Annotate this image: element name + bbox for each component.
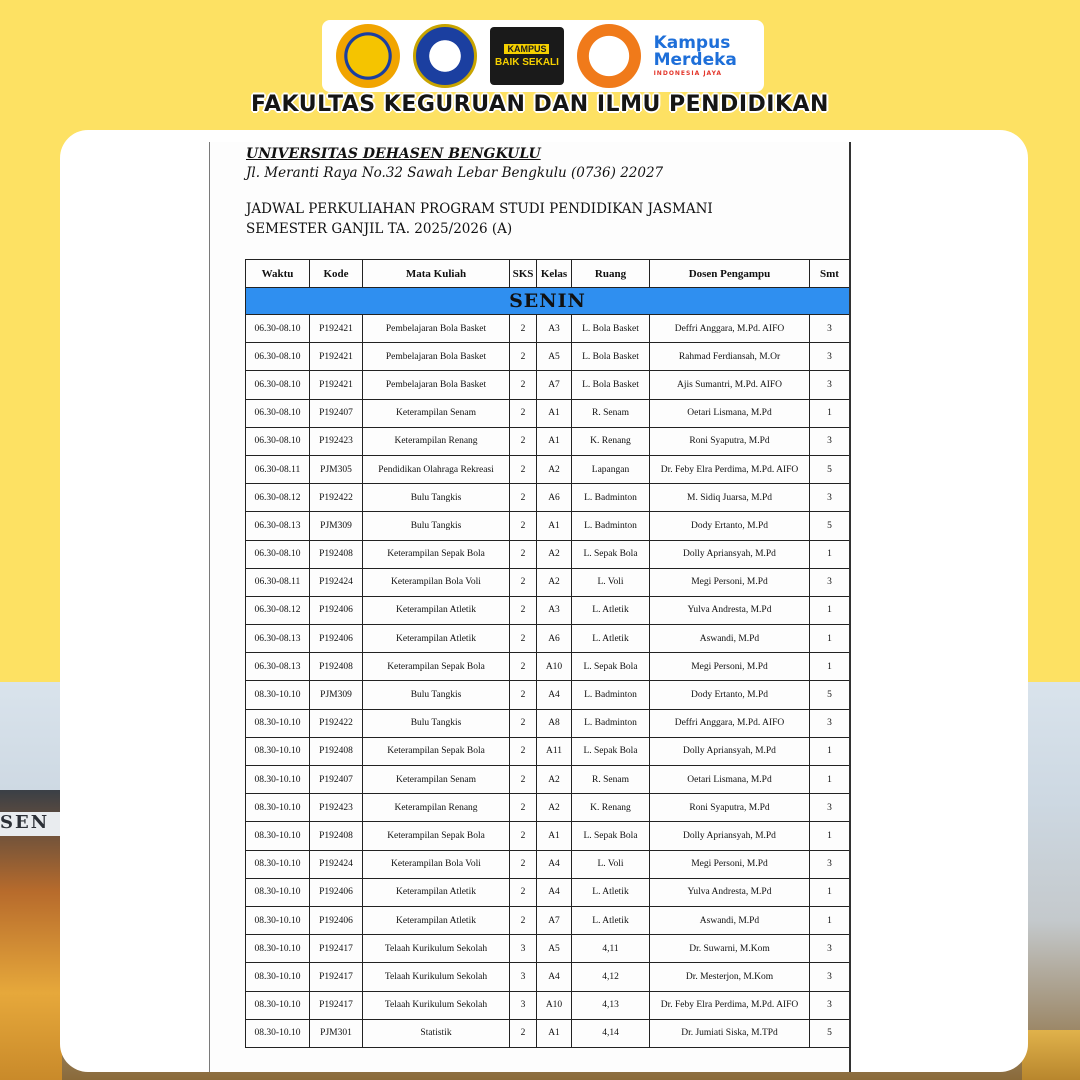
- lecturer-cell: Dr. Feby Elra Perdima, M.Pd. AIFO: [650, 455, 810, 483]
- course-cell: Keterampilan Senam: [363, 399, 510, 427]
- code-cell: P192423: [310, 427, 363, 455]
- table-header-row: [246, 260, 850, 288]
- course-cell: Telaah Kurikulum Sekolah: [363, 963, 510, 991]
- class-cell: A4: [537, 963, 572, 991]
- time-cell: 06.30-08.13: [246, 653, 310, 681]
- room-cell: L. Badminton: [572, 681, 650, 709]
- sks-cell: 2: [510, 512, 537, 540]
- class-cell: A1: [537, 399, 572, 427]
- table-row: [246, 371, 850, 399]
- table-row: [246, 709, 850, 737]
- table-row: [246, 596, 850, 624]
- sks-cell: 2: [510, 455, 537, 483]
- code-cell: P192424: [310, 568, 363, 596]
- table-row: [246, 512, 850, 540]
- time-cell: 06.30-08.10: [246, 399, 310, 427]
- room-cell: L. Atletik: [572, 625, 650, 653]
- background-building-right: [1022, 1030, 1080, 1080]
- faculty-title: FAKULTAS KEGURUAN DAN ILMU PENDIDIKAN: [251, 92, 829, 117]
- code-cell: P192417: [310, 963, 363, 991]
- course-cell: Telaah Kurikulum Sekolah: [363, 935, 510, 963]
- code-cell: PJM301: [310, 1019, 363, 1047]
- time-cell: 08.30-10.10: [246, 991, 310, 1019]
- table-row: [246, 681, 850, 709]
- time-cell: 06.30-08.10: [246, 343, 310, 371]
- code-cell: P192423: [310, 794, 363, 822]
- lecturer-cell: Megi Personi, M.Pd: [650, 568, 810, 596]
- time-cell: 06.30-08.11: [246, 568, 310, 596]
- university-name: UNIVERSITAS DEHASEN BENGKULU: [246, 146, 541, 162]
- lecturer-cell: Dr. Jumiati Siska, M.TPd: [650, 1019, 810, 1047]
- time-cell: 08.30-10.10: [246, 878, 310, 906]
- lecturer-cell: Ajis Sumantri, M.Pd. AIFO: [650, 371, 810, 399]
- class-cell: A4: [537, 878, 572, 906]
- column-header: Ruang: [572, 260, 650, 288]
- room-cell: 4,14: [572, 1019, 650, 1047]
- schedule-document: [209, 142, 851, 1072]
- sks-cell: 2: [510, 766, 537, 794]
- column-header: Mata Kuliah: [363, 260, 510, 288]
- time-cell: 08.30-10.10: [246, 850, 310, 878]
- lecturer-cell: Megi Personi, M.Pd: [650, 850, 810, 878]
- university-address: Jl. Meranti Raya No.32 Sawah Lebar Bengkulu (0736) 22027: [246, 165, 664, 181]
- table-row: [246, 427, 850, 455]
- code-cell: P192408: [310, 540, 363, 568]
- semester-cell: 3: [810, 991, 850, 1019]
- column-header: Waktu: [246, 260, 310, 288]
- table-row: [246, 822, 850, 850]
- sks-cell: 2: [510, 315, 537, 343]
- course-cell: Keterampilan Renang: [363, 427, 510, 455]
- code-cell: P192406: [310, 625, 363, 653]
- time-cell: 08.30-10.10: [246, 963, 310, 991]
- course-cell: Keterampilan Sepak Bola: [363, 737, 510, 765]
- table-row: [246, 935, 850, 963]
- room-cell: L. Sepak Bola: [572, 653, 650, 681]
- table-row: [246, 737, 850, 765]
- sks-cell: 2: [510, 540, 537, 568]
- lecturer-cell: Yulva Andresta, M.Pd: [650, 596, 810, 624]
- code-cell: P192406: [310, 596, 363, 624]
- table-row: [246, 540, 850, 568]
- lecturer-cell: Deffri Anggara, M.Pd. AIFO: [650, 315, 810, 343]
- sks-cell: 2: [510, 822, 537, 850]
- semester-cell: 3: [810, 427, 850, 455]
- time-cell: 06.30-08.11: [246, 455, 310, 483]
- lecturer-cell: Oetari Lismana, M.Pd: [650, 399, 810, 427]
- semester-cell: 1: [810, 596, 850, 624]
- semester-cell: 1: [810, 737, 850, 765]
- semester-cell: 1: [810, 625, 850, 653]
- code-cell: PJM309: [310, 512, 363, 540]
- course-cell: Pendidikan Olahraga Rekreasi: [363, 455, 510, 483]
- course-cell: Keterampilan Sepak Bola: [363, 653, 510, 681]
- table-row: [246, 653, 850, 681]
- semester-cell: 1: [810, 540, 850, 568]
- lecturer-cell: Dody Ertanto, M.Pd: [650, 681, 810, 709]
- lecturer-cell: Dolly Apriansyah, M.Pd: [650, 540, 810, 568]
- semester-cell: 3: [810, 568, 850, 596]
- semester-cell: 5: [810, 512, 850, 540]
- room-cell: R. Senam: [572, 766, 650, 794]
- university-seal-logo: [336, 24, 400, 88]
- room-cell: L. Atletik: [572, 596, 650, 624]
- sks-cell: 2: [510, 1019, 537, 1047]
- table-row: [246, 484, 850, 512]
- table-row: [246, 794, 850, 822]
- lecturer-cell: Aswandi, M.Pd: [650, 906, 810, 934]
- sks-cell: 2: [510, 371, 537, 399]
- sks-cell: 3: [510, 963, 537, 991]
- sks-cell: 2: [510, 568, 537, 596]
- background-building-sign: SEN: [0, 812, 60, 836]
- sks-cell: 2: [510, 343, 537, 371]
- day-label: SENIN: [246, 288, 850, 315]
- code-cell: PJM305: [310, 455, 363, 483]
- time-cell: 08.30-10.10: [246, 681, 310, 709]
- code-cell: P192417: [310, 935, 363, 963]
- semester-cell: 3: [810, 484, 850, 512]
- room-cell: L. Voli: [572, 850, 650, 878]
- course-cell: Keterampilan Bola Voli: [363, 568, 510, 596]
- time-cell: 08.30-10.10: [246, 1019, 310, 1047]
- badge-line-2: BAIK SEKALI: [495, 57, 559, 68]
- accreditation-badge-logo: [490, 27, 564, 85]
- semester-cell: 5: [810, 1019, 850, 1047]
- lecturer-cell: Dolly Apriansyah, M.Pd: [650, 737, 810, 765]
- schedule-table: [245, 259, 850, 1048]
- lecturer-cell: M. Sidiq Juarsa, M.Pd: [650, 484, 810, 512]
- course-cell: Keterampilan Atletik: [363, 878, 510, 906]
- code-cell: P192417: [310, 991, 363, 1019]
- column-header: Smt: [810, 260, 850, 288]
- course-cell: Keterampilan Atletik: [363, 625, 510, 653]
- course-cell: Bulu Tangkis: [363, 681, 510, 709]
- code-cell: P192421: [310, 343, 363, 371]
- class-cell: A7: [537, 906, 572, 934]
- code-cell: P192422: [310, 484, 363, 512]
- class-cell: A5: [537, 343, 572, 371]
- time-cell: 06.30-08.13: [246, 512, 310, 540]
- semester-cell: 1: [810, 906, 850, 934]
- document-header: [246, 146, 713, 237]
- table-row: [246, 766, 850, 794]
- table-row: [246, 343, 850, 371]
- class-cell: A1: [537, 427, 572, 455]
- table-row: [246, 991, 850, 1019]
- class-cell: A3: [537, 315, 572, 343]
- semester-cell: 3: [810, 935, 850, 963]
- sks-cell: 2: [510, 794, 537, 822]
- room-cell: L. Badminton: [572, 709, 650, 737]
- time-cell: 08.30-10.10: [246, 709, 310, 737]
- code-cell: PJM309: [310, 681, 363, 709]
- room-cell: L. Badminton: [572, 512, 650, 540]
- class-cell: A10: [537, 991, 572, 1019]
- room-cell: L. Atletik: [572, 878, 650, 906]
- course-cell: Pembelajaran Bola Basket: [363, 343, 510, 371]
- course-cell: Pembelajaran Bola Basket: [363, 371, 510, 399]
- badge-line-1: KAMPUS: [504, 44, 549, 54]
- time-cell: 06.30-08.10: [246, 427, 310, 455]
- kampus-merdeka-logo: [654, 27, 750, 85]
- lecturer-cell: Deffri Anggara, M.Pd. AIFO: [650, 709, 810, 737]
- sks-cell: 2: [510, 427, 537, 455]
- course-cell: Keterampilan Bola Voli: [363, 850, 510, 878]
- course-cell: Keterampilan Atletik: [363, 906, 510, 934]
- sks-cell: 2: [510, 878, 537, 906]
- sks-cell: 2: [510, 399, 537, 427]
- sks-cell: 3: [510, 991, 537, 1019]
- semester-cell: 5: [810, 681, 850, 709]
- table-row: [246, 625, 850, 653]
- class-cell: A3: [537, 596, 572, 624]
- class-cell: A10: [537, 653, 572, 681]
- lecturer-cell: Dr. Feby Elra Perdima, M.Pd. AIFO: [650, 991, 810, 1019]
- time-cell: 06.30-08.13: [246, 625, 310, 653]
- code-cell: P192422: [310, 709, 363, 737]
- room-cell: R. Senam: [572, 399, 650, 427]
- semester-cell: 5: [810, 455, 850, 483]
- time-cell: 06.30-08.12: [246, 596, 310, 624]
- time-cell: 06.30-08.10: [246, 540, 310, 568]
- course-cell: Bulu Tangkis: [363, 484, 510, 512]
- room-cell: K. Renang: [572, 794, 650, 822]
- room-cell: L. Atletik: [572, 906, 650, 934]
- column-header: Dosen Pengampu: [650, 260, 810, 288]
- semester-cell: 3: [810, 794, 850, 822]
- faculty-seal-logo: [413, 24, 477, 88]
- time-cell: 08.30-10.10: [246, 737, 310, 765]
- table-row: [246, 399, 850, 427]
- schedule-semester: SEMESTER GANJIL TA. 2025/2026 (A): [246, 221, 513, 237]
- schedule-title: JADWAL PERKULIAHAN PROGRAM STUDI PENDIDIKAN JASMANI: [246, 201, 713, 217]
- class-cell: A5: [537, 935, 572, 963]
- room-cell: 4,11: [572, 935, 650, 963]
- class-cell: A1: [537, 822, 572, 850]
- sks-cell: 2: [510, 681, 537, 709]
- class-cell: A6: [537, 625, 572, 653]
- code-cell: P192406: [310, 878, 363, 906]
- table-row: [246, 963, 850, 991]
- semester-cell: 3: [810, 315, 850, 343]
- course-cell: Statistik: [363, 1019, 510, 1047]
- room-cell: L. Bola Basket: [572, 315, 650, 343]
- class-cell: A7: [537, 371, 572, 399]
- semester-cell: 1: [810, 822, 850, 850]
- merdeka-line-1: Kampus: [653, 33, 731, 53]
- course-cell: Bulu Tangkis: [363, 512, 510, 540]
- time-cell: 06.30-08.12: [246, 484, 310, 512]
- code-cell: P192408: [310, 822, 363, 850]
- code-cell: P192421: [310, 315, 363, 343]
- sks-cell: 2: [510, 850, 537, 878]
- merdeka-line-2: Merdeka: [653, 50, 737, 70]
- course-cell: Keterampilan Renang: [363, 794, 510, 822]
- column-header: Kode: [310, 260, 363, 288]
- lecturer-cell: Roni Syaputra, M.Pd: [650, 794, 810, 822]
- course-cell: Keterampilan Sepak Bola: [363, 822, 510, 850]
- column-header: SKS: [510, 260, 537, 288]
- class-cell: A2: [537, 455, 572, 483]
- sks-cell: 3: [510, 935, 537, 963]
- sks-cell: 2: [510, 484, 537, 512]
- time-cell: 08.30-10.10: [246, 935, 310, 963]
- room-cell: L. Sepak Bola: [572, 822, 650, 850]
- semester-cell: 1: [810, 766, 850, 794]
- class-cell: A1: [537, 1019, 572, 1047]
- lecturer-cell: Dr. Suwarni, M.Kom: [650, 935, 810, 963]
- table-row: [246, 1019, 850, 1047]
- room-cell: L. Voli: [572, 568, 650, 596]
- room-cell: Lapangan: [572, 455, 650, 483]
- course-cell: Keterampilan Sepak Bola: [363, 540, 510, 568]
- class-cell: A6: [537, 484, 572, 512]
- room-cell: L. Badminton: [572, 484, 650, 512]
- lecturer-cell: Aswandi, M.Pd: [650, 625, 810, 653]
- code-cell: P192407: [310, 766, 363, 794]
- lecturer-cell: Dr. Mesterjon, M.Kom: [650, 963, 810, 991]
- class-cell: A4: [537, 850, 572, 878]
- course-cell: Keterampilan Atletik: [363, 596, 510, 624]
- sks-cell: 2: [510, 906, 537, 934]
- course-cell: Pembelajaran Bola Basket: [363, 315, 510, 343]
- lecturer-cell: Oetari Lismana, M.Pd: [650, 766, 810, 794]
- table-row: [246, 315, 850, 343]
- class-cell: A4: [537, 681, 572, 709]
- semester-cell: 3: [810, 850, 850, 878]
- sks-cell: 2: [510, 625, 537, 653]
- lecturer-cell: Dolly Apriansyah, M.Pd: [650, 822, 810, 850]
- lecturer-cell: Yulva Andresta, M.Pd: [650, 878, 810, 906]
- sks-cell: 2: [510, 653, 537, 681]
- time-cell: 08.30-10.10: [246, 822, 310, 850]
- time-cell: 08.30-10.10: [246, 766, 310, 794]
- code-cell: P192421: [310, 371, 363, 399]
- class-cell: A2: [537, 568, 572, 596]
- time-cell: 08.30-10.10: [246, 906, 310, 934]
- unirank-seal-logo: [577, 24, 641, 88]
- semester-cell: 1: [810, 399, 850, 427]
- lecturer-cell: Dody Ertanto, M.Pd: [650, 512, 810, 540]
- sks-cell: 2: [510, 596, 537, 624]
- room-cell: 4,12: [572, 963, 650, 991]
- time-cell: 06.30-08.10: [246, 371, 310, 399]
- sks-cell: 2: [510, 709, 537, 737]
- semester-cell: 1: [810, 878, 850, 906]
- semester-cell: 3: [810, 371, 850, 399]
- class-cell: A8: [537, 709, 572, 737]
- class-cell: A2: [537, 794, 572, 822]
- room-cell: L. Sepak Bola: [572, 540, 650, 568]
- course-cell: Telaah Kurikulum Sekolah: [363, 991, 510, 1019]
- merdeka-line-3: INDONESIA JAYA: [653, 70, 723, 77]
- room-cell: L. Bola Basket: [572, 343, 650, 371]
- semester-cell: 3: [810, 709, 850, 737]
- code-cell: P192408: [310, 737, 363, 765]
- code-cell: P192408: [310, 653, 363, 681]
- code-cell: P192406: [310, 906, 363, 934]
- time-cell: 06.30-08.10: [246, 315, 310, 343]
- room-cell: 4,13: [572, 991, 650, 1019]
- class-cell: A2: [537, 540, 572, 568]
- course-cell: Bulu Tangkis: [363, 709, 510, 737]
- logo-bar: [322, 20, 764, 92]
- column-header: Kelas: [537, 260, 572, 288]
- class-cell: A2: [537, 766, 572, 794]
- code-cell: P192407: [310, 399, 363, 427]
- room-cell: L. Bola Basket: [572, 371, 650, 399]
- lecturer-cell: Roni Syaputra, M.Pd: [650, 427, 810, 455]
- semester-cell: 1: [810, 653, 850, 681]
- class-cell: A11: [537, 737, 572, 765]
- table-row: [246, 906, 850, 934]
- table-row: [246, 568, 850, 596]
- sks-cell: 2: [510, 737, 537, 765]
- semester-cell: 3: [810, 963, 850, 991]
- course-cell: Keterampilan Senam: [363, 766, 510, 794]
- table-row: [246, 455, 850, 483]
- code-cell: P192424: [310, 850, 363, 878]
- room-cell: K. Renang: [572, 427, 650, 455]
- lecturer-cell: Rahmad Ferdiansah, M.Or: [650, 343, 810, 371]
- day-row: [246, 288, 850, 315]
- table-row: [246, 850, 850, 878]
- class-cell: A1: [537, 512, 572, 540]
- semester-cell: 3: [810, 343, 850, 371]
- room-cell: L. Sepak Bola: [572, 737, 650, 765]
- lecturer-cell: Megi Personi, M.Pd: [650, 653, 810, 681]
- table-row: [246, 878, 850, 906]
- time-cell: 08.30-10.10: [246, 794, 310, 822]
